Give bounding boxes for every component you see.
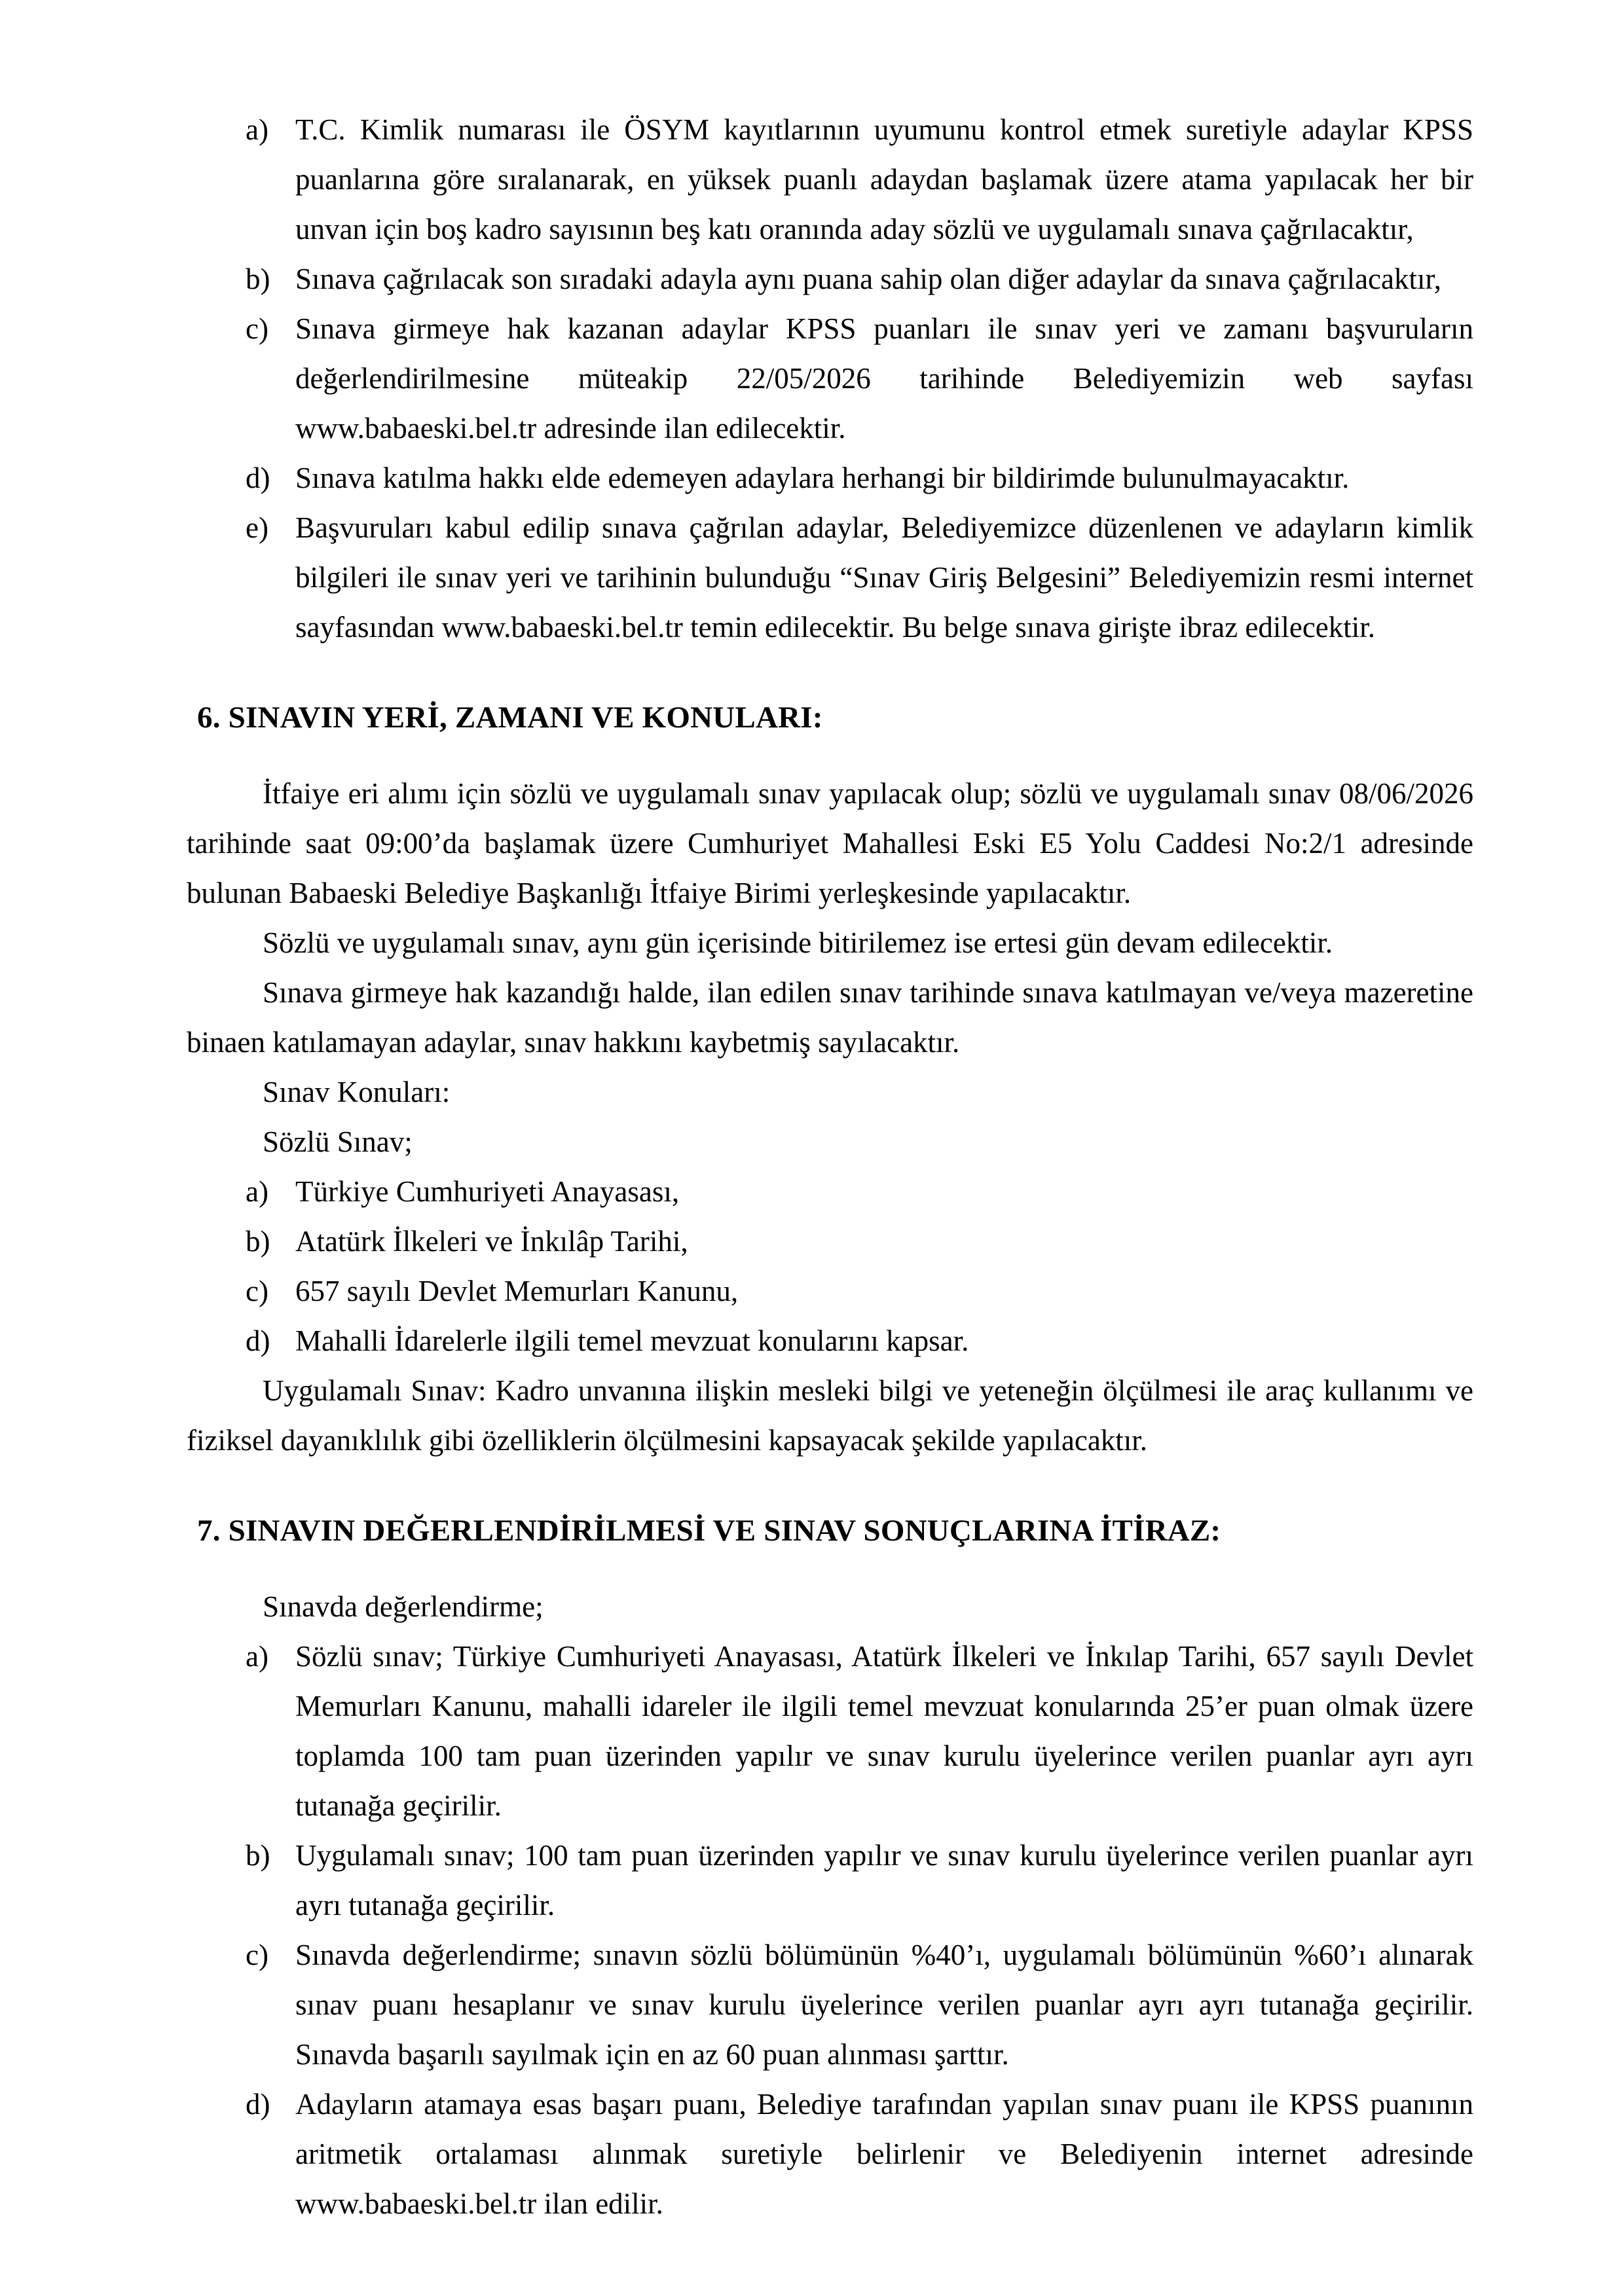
spacer: [187, 742, 1473, 769]
list-marker: c): [246, 1275, 268, 1307]
section-7-list: [187, 1631, 1473, 2229]
sozlu-sinav-label: Sözlü Sınav;: [263, 1125, 413, 1158]
list-marker: e): [246, 511, 268, 544]
list-marker: c): [246, 312, 268, 345]
list-item: [187, 1930, 1473, 2079]
list-marker: a): [246, 1175, 268, 1208]
list-item-text: Sınava girmeye hak kazanan adaylar KPSS puanları ile sınav yeri ve zamanı başvuruların değerlendirilmesine müteakip 22/05/2026 tarihinde Belediyemizin web sayfası www.babaeski.bel.tr adresinde ilan edilecektir.: [295, 312, 1473, 445]
list-marker: c): [246, 1939, 268, 1971]
list-item-text: Sınava katılma hakkı elde edemeyen adaylara herhangi bir bildirimde bulunulmayacaktır.: [295, 462, 1350, 494]
list-item: [187, 254, 1473, 304]
list-item: [187, 2079, 1473, 2229]
list-item: [187, 1831, 1473, 1930]
list-item-text: Başvuruları kabul edilip sınava çağrılan adaylar, Belediyemizce düzenlenen ve adayların kimlik bilgileri ile sınav yeri ve tarihinin bulunduğu “Sınav Giriş Belgesini” Belediyemizin resmi internet sayfasından www.babaeski.bel.tr temin edilecektir. Bu belge sınava girişte ibraz edilecektir.: [295, 511, 1473, 644]
list-item-text: Atatürk İlkeleri ve İnkılâp Tarihi,: [295, 1225, 688, 1258]
section-7-heading: 7. SINAVIN DEĞERLENDİRİLMESİ VE SINAV SONUÇLARINA İTİRAZ:: [197, 1514, 1221, 1548]
uygulamali-sinav-paragraph: Uygulamalı Sınav: Kadro unvanına ilişkin mesleki bilgi ve yeteneğin ölçülmesi ile araç kullanımı ve fiziksel dayanıklılık gibi özelliklerin ölçülmesini kapsayacak şekilde yapılacaktır.: [187, 1374, 1473, 1457]
list-item: [187, 304, 1473, 453]
list-item-text: Sınava çağrılacak son sıradaki adayla aynı puana sahip olan diğer adaylar da sınava çağrılacaktır,: [295, 263, 1441, 295]
list-marker: b): [246, 1839, 270, 1872]
list-item-text: Mahalli İdarelerle ilgili temel mevzuat konularını kapsar.: [295, 1324, 969, 1357]
list-item: [187, 1316, 1473, 1366]
list-item-text: Uygulamalı sınav; 100 tam puan üzerinden yapılır ve sınav kurulu üyelerince verilen puanlar ayrı ayrı tutanağa geçirilir.: [295, 1839, 1473, 1922]
list-marker: b): [246, 1225, 270, 1258]
list-marker: a): [246, 1640, 268, 1673]
section-6-heading: 6. SINAVIN YERİ, ZAMANI VE KONULARI:: [197, 701, 823, 735]
list-item-text: 657 sayılı Devlet Memurları Kanunu,: [295, 1275, 739, 1307]
list-marker: b): [246, 263, 270, 295]
sinav-konulari-label: Sınav Konuları:: [263, 1076, 451, 1108]
list-marker: d): [246, 1324, 270, 1357]
list-marker: a): [246, 113, 268, 146]
section-5-list: [187, 105, 1473, 652]
list-item: [187, 1266, 1473, 1316]
list-item-text: Adayların atamaya esas başarı puanı, Belediye tarafından yapılan sınav puanı ile KPSS puanının aritmetik ortalaması alınmak suretiyle belirlenir ve Belediyenin internet adresinde www.babaeski.bel.tr ilan edilir.: [295, 2088, 1473, 2220]
list-item-text: Sözlü sınav; Türkiye Cumhuriyeti Anayasası, Atatürk İlkeleri ve İnkılap Tarihi, 657 sayılı Devlet Memurları Kanunu, mahalli idareler ile ilgili temel mevzuat konularında 25’er puan olmak üzere toplamda 100 tam puan üzerinden yapılır ve sınav kurulu üyelerince verilen puanlar ayrı ayrı tutanağa geçirilir.: [295, 1640, 1473, 1822]
list-item-text: Sınavda değerlendirme; sınavın sözlü bölümünün %40’ı, uygulamalı bölümünün %60’ı alınarak sınav puanı hesaplanır ve sınav kurulu üyelerince verilen puanlar ayrı ayrı tutanağa geçirilir. Sınavda başarılı sayılmak için en az 60 puan alınması şarttır.: [295, 1939, 1473, 2071]
spacer: [187, 1556, 1473, 1582]
section-7-lead: Sınavda değerlendirme;: [263, 1590, 544, 1623]
list-marker: d): [246, 462, 270, 494]
list-item: [187, 503, 1473, 652]
list-item: [187, 105, 1473, 254]
section-6-subjects-list: [187, 1167, 1473, 1366]
spacer: [187, 652, 1473, 693]
list-item: [187, 1216, 1473, 1266]
section-6-paragraph-1: İtfaiye eri alımı için sözlü ve uygulamalı sınav yapılacak olup; sözlü ve uygulamalı sınav 08/06/2026 tarihinde saat 09:00’da başlamak üzere Cumhuriyet Mahallesi Eski E5 Yolu Caddesi No:2/1 adresinde bulunan Babaeski Belediye Başkanlığı İtfaiye Birimi yerleşkesinde yapılacaktır.: [187, 777, 1473, 909]
list-item-text: Türkiye Cumhuriyeti Anayasası,: [295, 1175, 680, 1208]
list-item: [187, 1631, 1473, 1831]
list-item: [187, 1167, 1473, 1216]
section-6-paragraph-3: Sınava girmeye hak kazandığı halde, ilan edilen sınav tarihinde sınava katılmayan ve/veya mazeretine binaen katılamayan adaylar, sınav hakkını kaybetmiş sayılacaktır.: [187, 976, 1473, 1059]
section-6-paragraph-2: Sözlü ve uygulamalı sınav, aynı gün içerisinde bitirilemez ise ertesi gün devam edilecektir.: [263, 926, 1333, 959]
spacer: [187, 1465, 1473, 1506]
list-item: [187, 453, 1473, 503]
list-item-text: T.C. Kimlik numarası ile ÖSYM kayıtlarının uyumunu kontrol etmek suretiyle adaylar KPSS puanlarına göre sıralanarak, en yüksek puanlı adaydan başlamak üzere atama yapılacak her bir unvan için boş kadro sayısının beş katı oranında aday sözlü ve uygulamalı sınava çağrılacaktır,: [295, 113, 1473, 246]
list-marker: d): [246, 2088, 270, 2121]
page-content: [187, 105, 1473, 2229]
